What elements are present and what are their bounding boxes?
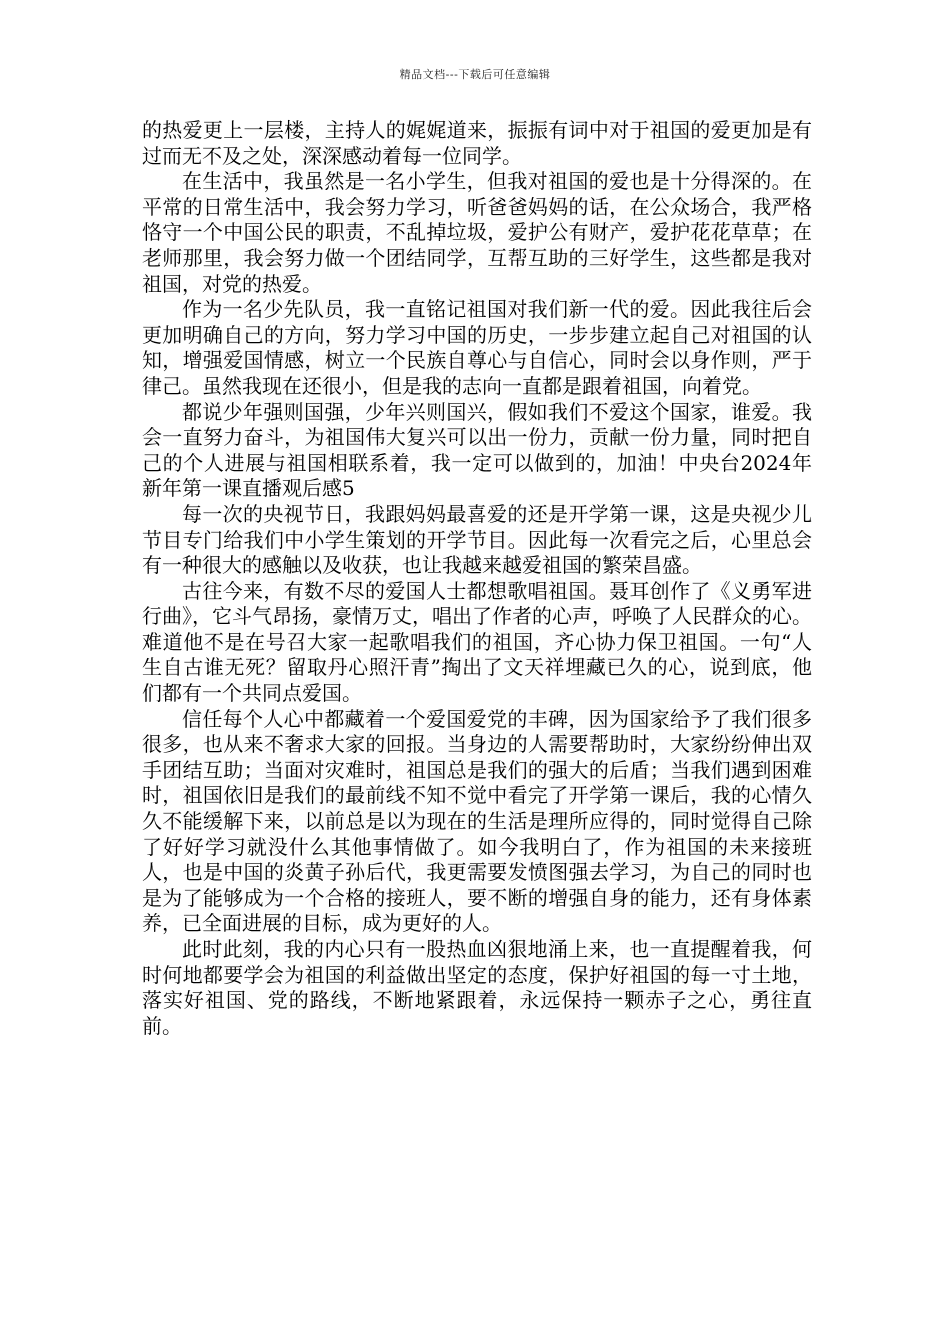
paragraph-3: 作为一名少先队员，我一直铭记祖国对我们新一代的爱。因此我往后会更加明确自己的方向，努力学习中国的历史，一步步建立起自己对祖国的认知，增强爱国情感，树立一个民族自尊心与自信心，同时会以身作则，严于律己。虽然我现在还很小，但是我的志向一直都是跟着祖国，向着党。 [142, 297, 812, 398]
paragraph-5: 每一次的央视节日，我跟妈妈最喜爱的还是开学第一课，这是央视少儿节目专门给我们中小学生策划的开学节目。因此每一次看完之后，心里总会有一种很大的感触以及收获，也让我越来越爱祖国的繁荣昌盛。 [142, 501, 812, 578]
paragraph-7: 信任每个人心中都藏着一个爱国爱党的丰碑，因为国家给予了我们很多很多，也从来不奢求大家的回报。当身边的人需要帮助时，大家纷纷伸出双手团结互助；当面对灾难时，祖国总是我们的强大的后盾；当我们遇到困难时，祖国依旧是我们的最前线不知不觉中看完了开学第一课后，我的心情久久不能缓解下来，以前总是以为现在的生活是理所应得的，同时觉得自己除了好好学习就没什么其他事情做了。如今我明白了，作为祖国的未来接班人，也是中国的炎黄子孙后代，我更需要发愤图强去学习，为自己的同时也是为了能够成为一个合格的接班人，要不断的增强自身的能力，还有身体素养，已全面进展的目标，成为更好的人。 [142, 706, 812, 936]
paragraph-4: 都说少年强则国强，少年兴则国兴，假如我们不爱这个国家，谁爱。我会一直努力奋斗，为祖国伟大复兴可以出一份力，贡献一份力量，同时把自己的个人进展与祖国相联系着，我一定可以做到的，加油！中央台2024年新年第一课直播观后感5 [142, 399, 812, 501]
paragraph-8: 此时此刻，我的内心只有一股热血凶狠地涌上来，也一直提醒着我，何时何地都要学会为祖国的利益做出坚定的态度，保护好祖国的每一寸土地，落实好祖国、党的路线，不断地紧跟着，永远保持一颗赤子之心，勇往直前。 [142, 937, 812, 1038]
page-header: 精品文档---下载后可任意编辑 [399, 68, 551, 81]
paragraph-1: 的热爱更上一层楼，主持人的娓娓道来，振振有词中对于祖国的爱更加是有过而无不及之处，深深感动着每一位同学。 [142, 118, 812, 168]
paragraph-2: 在生活中，我虽然是一名小学生，但我对祖国的爱也是十分得深的。在平常的日常生活中，我会努力学习，听爸爸妈妈的话，在公众场合，我严格恪守一个中国公民的职责，不乱掉垃圾，爱护公有财产，爱护花花草草；在老师那里，我会努力做一个团结同学，互帮互助的三好学生，这些都是我对祖国，对党的热爱。 [142, 169, 812, 296]
paragraph-6: 古往今来，有数不尽的爱国人士都想歌唱祖国。聂耳创作了《义勇军进行曲》，它斗气昂扬，豪情万丈，唱出了作者的心声，呼唤了人民群众的心。难道他不是在号召大家一起歌唱我们的祖国，齐心协力保卫祖国。一句“人生自古谁无死？留取丹心照汗青”掏出了文天祥埋藏已久的心，说到底，他们都有一个共同点爱国。 [142, 578, 812, 706]
document-body [142, 118, 812, 1039]
